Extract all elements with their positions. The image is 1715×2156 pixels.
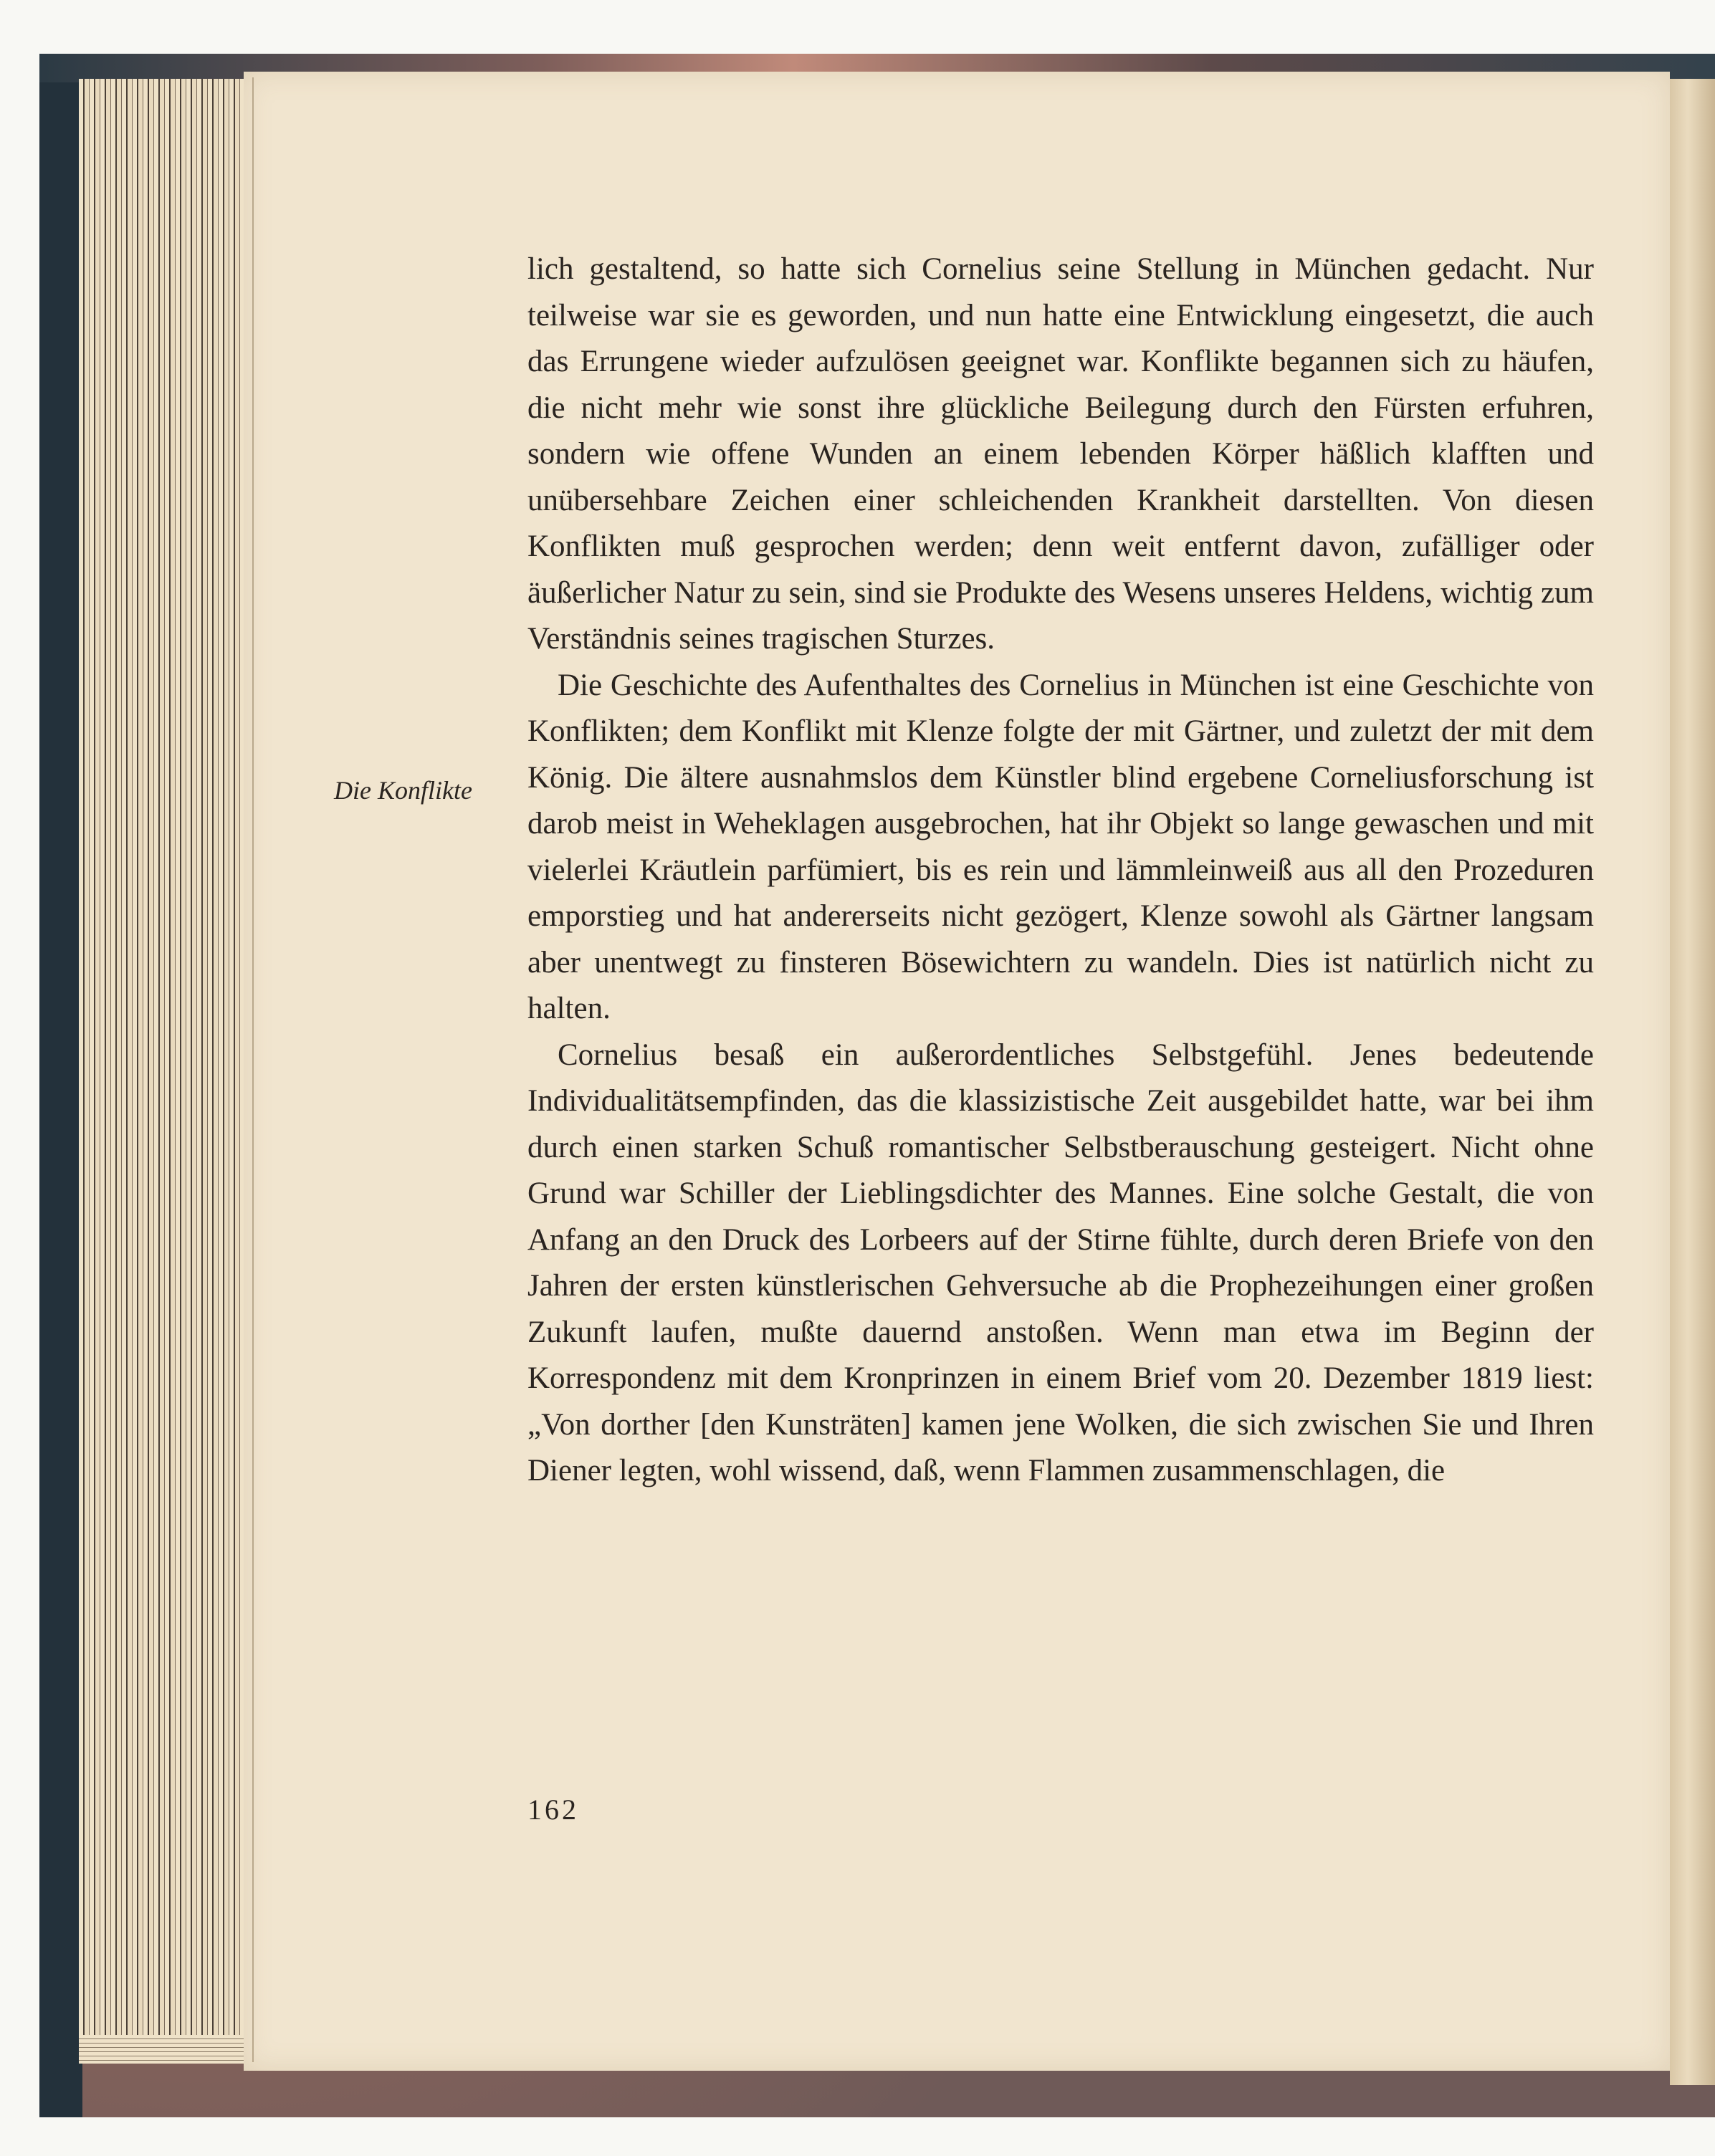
book-spine xyxy=(39,54,82,2117)
body-text xyxy=(527,246,1594,1495)
paragraph-3: Cornelius besaß ein außerordentliches Selbstgefühl. Jenes bedeutende Individualitätsempfinden, das die klassizistische Zeit ausgebildet hatte, war bei ihm durch einen starken Schuß romantischer Selbstberauschung gesteigert. Nicht ohne Grund war Schiller der Lieblingsdichter des Mannes. Eine solche Gestalt, die von Anfang an den Druck des Lorbeers auf der Stirne fühlte, durch deren Briefe von den Jahren der ersten künstlerischen Gehversuche ab die Prophezeihungen einer großen Zukunft laufen, mußte dauernd anstoßen. Wenn man etwa im Beginn der Korrespondenz mit dem Kronprinzen in einem Brief vom 20. Dezember 1819 liest: „Von dorther [den Kunsträten] kamen jene Wolken, die sich zwischen Sie und Ihren Diener legten, wohl wissend, daß, wenn Flammen zusammenschlagen, die xyxy=(527,1038,1594,1487)
page-number: 162 xyxy=(527,1793,579,1826)
page-gutter-line xyxy=(252,77,254,2062)
paragraph-2: Die Geschichte des Aufenthaltes des Cornelius in München ist eine Geschichte von Konflikten; dem Konflikt mit Klenze folgte der mit Gärtner, und zuletzt der mit dem König. Die ältere ausnahmslos dem Künstler blind ergebene Corneliusforschung ist darob meist in Weheklagen ausgebrochen, hat ihr Objekt so lange gewaschen und mit vielerlei Kräutlein parfümiert, bis es rein und lämmleinweiß aus all den Prozeduren emporstieg und hat andererseits nicht gezögert, Klenze sowohl als Gärtner langsam aber unentwegt zu finsteren Bösewichtern zu wandeln. Dies ist natürlich nicht zu halten. xyxy=(527,668,1594,1025)
margin-note: Die Konflikte xyxy=(334,776,472,805)
facing-page-edge xyxy=(1670,79,1715,2085)
page-edges-stack xyxy=(79,79,251,2064)
paragraph-1: lich gestaltend, so hatte sich Cornelius seine Stellung in München gedacht. Nur teilweise war sie es geworden, und nun hatte eine Entwicklung eingesetzt, die auch das Errungene wieder aufzulösen geeignet war. Konflikte begannen sich zu häufen, die nicht mehr wie sonst ihre glückliche Beilegung durch den Fürsten erfuhren, sondern wie offene Wunden an einem lebenden Körper häßlich klafften und unübersehbare Zeichen einer schleichenden Krankheit darstellten. Von diesen Konflikten muß gesprochen werden; denn weit entfernt davon, zufälliger oder äußerlicher Natur zu sein, sind sie Produkte des Wesens unseres Heldens, wichtig zum Verständnis seines tragischen Sturzes. xyxy=(527,252,1594,656)
